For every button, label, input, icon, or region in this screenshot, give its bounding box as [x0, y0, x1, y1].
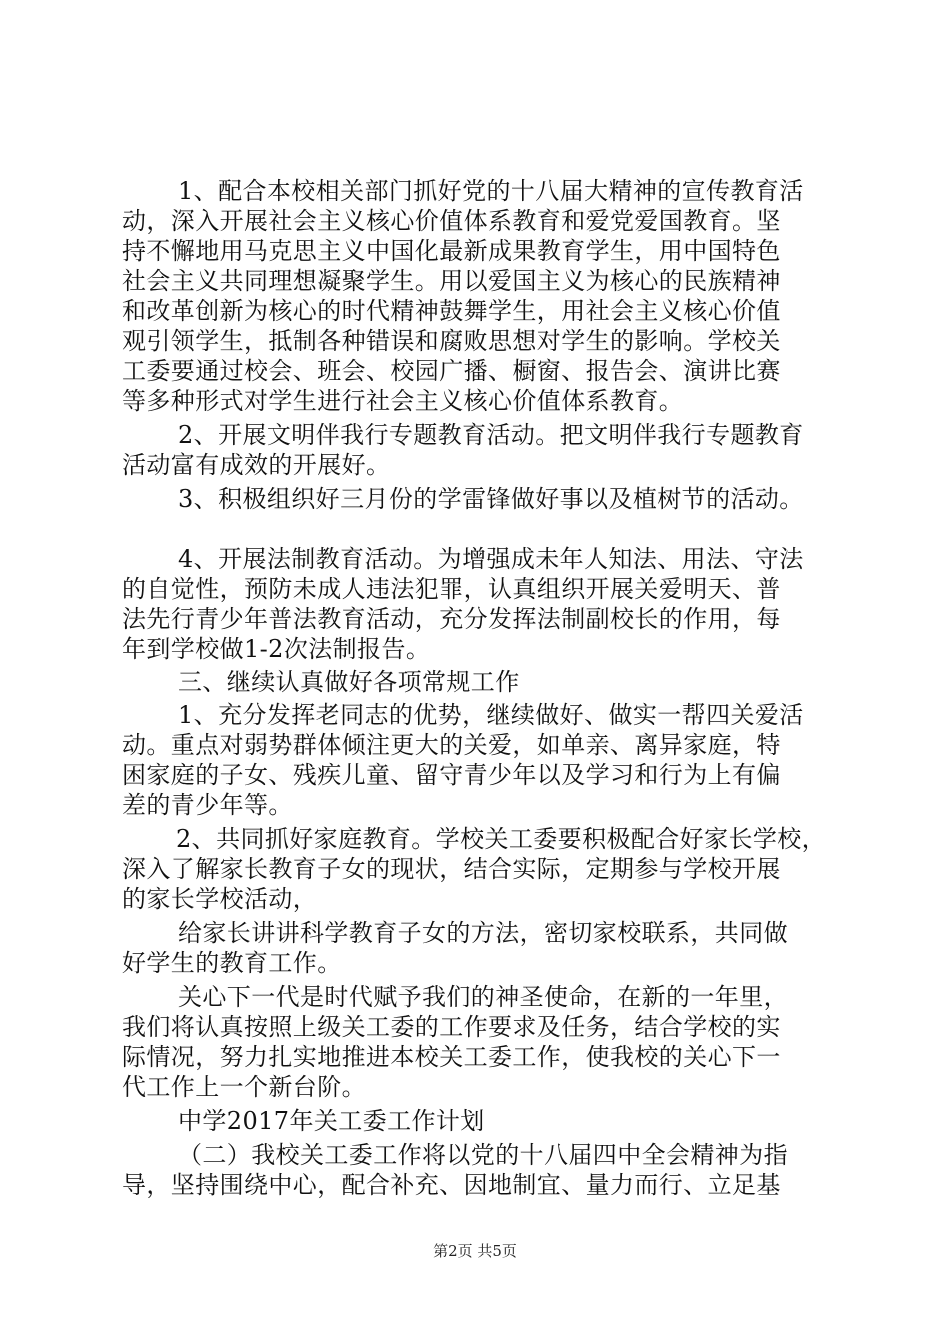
- text-line: 法先行青少年普法教育活动，充分发挥法制副校长的作用，每: [122, 605, 781, 633]
- text-line: 工委要通过校会、班会、校园广播、橱窗、报告会、演讲比赛: [122, 357, 781, 385]
- text-line: 年到学校做1-2次法制报告。: [122, 635, 431, 663]
- section-heading: 中学2017年关工委工作计划: [178, 1107, 485, 1135]
- text-line: 和改革创新为核心的时代精神鼓舞学生，用社会主义核心价值: [122, 297, 781, 325]
- text-line: 深入了解家长教育子女的现状，结合实际，定期参与学校开展: [122, 855, 781, 883]
- text-line: 困家庭的子女、残疾儿童、留守青少年以及学习和行为上有偏: [122, 761, 781, 789]
- text-line: 代工作上一个新台阶。: [122, 1073, 366, 1101]
- text-line: 社会主义共同理想凝聚学生。用以爱国主义为核心的民族精神: [122, 267, 781, 295]
- text-line: 差的青少年等。: [122, 791, 293, 819]
- text-line: 等多种形式对学生进行社会主义核心价值体系教育。: [122, 387, 684, 415]
- section-heading: 三、继续认真做好各项常规工作: [178, 668, 520, 696]
- text-line: 的自觉性，预防未成人违法犯罪，认真组织开展关爱明天、普: [122, 575, 781, 603]
- text-line: 给家长讲讲科学教育子女的方法，密切家校联系，共同做: [178, 919, 788, 947]
- text-line: 动。重点对弱势群体倾注更大的关爱，如单亲、离异家庭，特: [122, 731, 781, 759]
- page-number: 第2页 共5页: [433, 1242, 517, 1260]
- text-line: 导，坚持围绕中心，配合补充、因地制宜、量力而行、立足基: [122, 1171, 781, 1199]
- text-line: 动，深入开展社会主义核心价值体系教育和爱党爱国教育。坚: [122, 207, 781, 235]
- text-line: （二）我校关工委工作将以党的十八届四中全会精神为指: [178, 1141, 788, 1169]
- text-line: 2、开展文明伴我行专题教育活动。把文明伴我行专题教育: [178, 421, 804, 449]
- text-line: 1、充分发挥老同志的优势，继续做好、做实一帮四关爱活: [178, 701, 804, 729]
- text-line: 关心下一代是时代赋予我们的神圣使命，在新的一年里，: [178, 983, 788, 1011]
- text-line: 4、开展法制教育活动。为增强成未年人知法、用法、守法: [178, 545, 804, 573]
- text-line: 3、积极组织好三月份的学雷锋做好事以及植树节的活动。: [178, 485, 804, 513]
- text-line: 持不懈地用马克思主义中国化最新成果教育学生，用中国特色: [122, 237, 781, 265]
- text-line: 2、共同抓好家庭教育。学校关工委要积极配合好家长学校，: [176, 825, 827, 853]
- text-line: 我们将认真按照上级关工委的工作要求及任务，结合学校的实: [122, 1013, 781, 1041]
- text-line: 1、配合本校相关部门抓好党的十八届大精神的宣传教育活: [178, 177, 804, 205]
- text-line: 活动富有成效的开展好。: [122, 451, 391, 479]
- text-line: 好学生的教育工作。: [122, 949, 342, 977]
- text-line: 际情况，努力扎实地推进本校关工委工作，使我校的关心下一: [122, 1043, 781, 1071]
- text-line: 观引领学生，抵制各种错误和腐败思想对学生的影响。学校关: [122, 327, 781, 355]
- text-line: 的家长学校活动，: [122, 885, 318, 913]
